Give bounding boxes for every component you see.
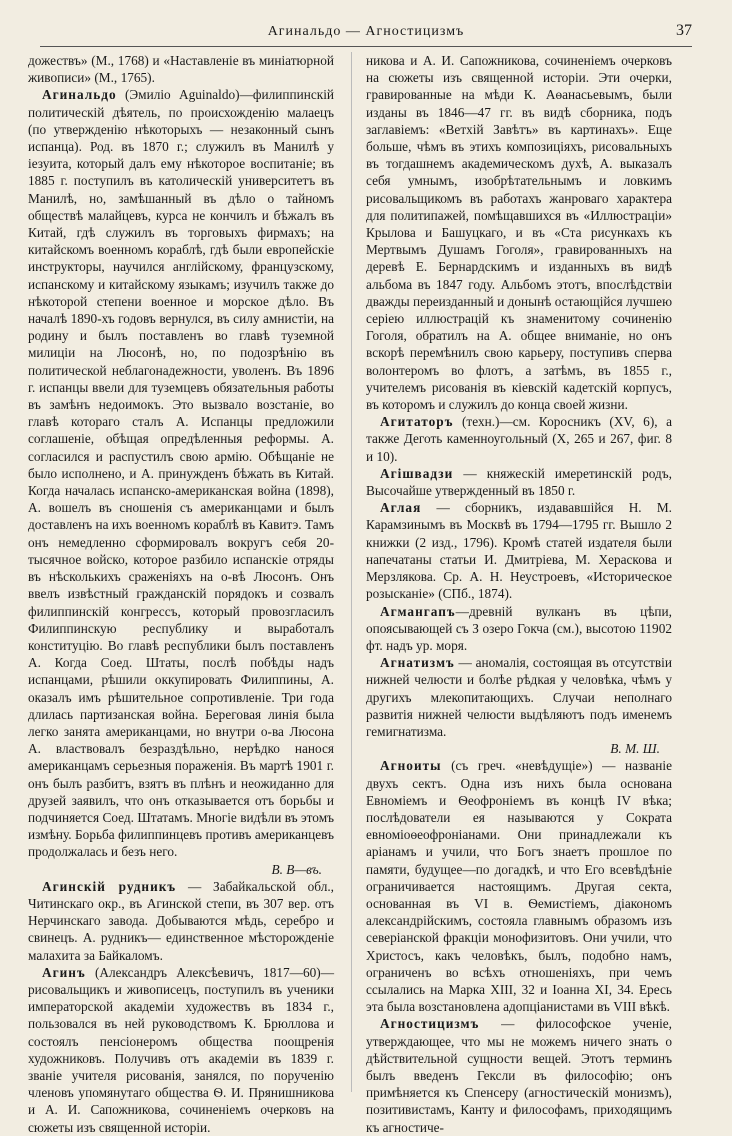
entry-text: — философское ученіе, утверждающее, что мы не можемъ ничего знать о дѣйствительной сущности вещей. Этотъ терминъ былъ введенъ Гексли въ философію; онъ примѣняется къ Спенсеру (агностическій монизмъ), позитивистамъ, Канту и философамъ, приходящимъ къ агностиче- bbox=[366, 1016, 672, 1135]
entry-text: — аномалія, состоящая въ отсутствіи нижней челюсти и болѣе рѣдкая у человѣка, чѣмъ у другихъ млекопитающихъ. Случаи неполнаго развитія нижней челюсти выдѣляютъ подъ именемъ гемигнатизма. bbox=[366, 655, 672, 739]
entry-headword: Агинальдо bbox=[42, 87, 117, 103]
entry-headword: Агішвадзи bbox=[380, 465, 454, 481]
running-header bbox=[40, 22, 692, 47]
entry-text: (Эмиліо Aguinaldo)—филиппинскій политическій дѣятель, по происхожденію малаецъ (по утвержденію нѣкоторыхъ — незаконный сынъ испанца). Род. въ 1870 г.; служилъ въ Манилѣ у іезуита, который далъ ему нѣкоторое воспитаніе; въ 1885 г. поступилъ въ католическій университетъ въ Манилѣ, но, замѣшанный въ дѣло о тайномъ обществѣ малайцевъ, курса не кончилъ и бѣжалъ въ Китай, гдѣ служилъ въ торговыхъ фирмахъ; на китайскомъ военномъ кораблѣ, гдѣ были европейскіе инструкторы, научился англійскому, французскому, испанскому и китайскому языкамъ; изучилъ также до нѣкоторой степени военное и морское дѣло. Въ началѣ 1890-хъ годовъ вернулся, въ силу амнистіи, на родину и былъ поставленъ во главѣ туземной милиціи на Люсонѣ, но, по подозрѣнію въ политической неблагонадежности, уволенъ. Въ 1896 г. испанцы ввели для туземцевъ обязательныя работы въ замѣнъ недоимокъ. Это вызвало возстаніе, во главѣ котораго сталъ А. Испанцы предложили соглашеніе, обѣщая опредѣленныя реформы. А. согласился и распустилъ свою армію. Обѣщаніе не было исполнено, и А. принужденъ бѣжать въ Китай. Когда началась испанско-американская война (1898), А. вошелъ въ сношенія съ американцами и былъ доставленъ на ихъ военномъ кораблѣ въ Кавитэ. Тамъ онъ немедленно сформировалъ вокругъ себя 20-тысячное войско, которое разбило испанскіе отряды въ нѣсколькихъ сраженіяхъ на о-вѣ Люсонъ. Онъ ввелъ извѣстный гражданскій порядокъ и созвалъ филиппинскій конгрессъ, который провозгласилъ Филиппинскую республику и выработалъ конституцію. Во главѣ республики былъ поставленъ А. Когда Соед. Штаты, послѣ побѣды надъ испанцами, рѣшили оккупировать Филиппины, А. оказалъ имъ рѣшительное сопротивленіе. Три года длилась партизанская война. Береговая линія была легко занята американцами, но внутри о-ва Люсона А. властвовалъ безраздѣльно, нерѣдко нанося американцамъ серьезныя пораженія. Въ мартѣ 1901 г. онъ былъ разбитъ, взятъ въ плѣнъ и неожиданно для друзей заявилъ, что онъ отказывается отъ борьбы и подчиняется Соед. Штатамъ. Многіе видѣли въ этомъ измѣну. Борьба филиппинцевъ противъ американцевъ продолжалась и безъ него. bbox=[28, 87, 334, 860]
entry-headword: Агностицизмъ bbox=[380, 1016, 480, 1032]
entry-text: — Забайкальской обл., Читинскаго окр., въ Агинской степи, въ 307 вер. отъ Нерчинскаго завода. Добываются мѣдь, серебро и свинецъ. А. рудникъ— единственное мѣсторожденіе малахита за Байкаломъ. bbox=[28, 878, 334, 963]
continuation-text: дожествъ» (М., 1768) и «Наставленіе въ миніатюрной живописи» (М., 1765). bbox=[28, 53, 334, 86]
right-column bbox=[366, 52, 672, 1135]
entry-headword: Агитаторъ bbox=[380, 414, 454, 430]
entry-text: (техн.)—см. Коросникъ (XV, 6), а также Деготь каменноугольный (X, 265 и 267, фиг. 8 и 10). bbox=[366, 414, 672, 464]
entry-text: (съ греч. «невѣдущіе») — названіе двухъ сектъ. Одна изъ нихъ была основана Евноміемъ и Ѳеофроніемъ въ концѣ IV вѣка; послѣдователи ея называются у Сократа евноміоѳеофроніанами. Они принадлежали къ аріанамъ и учили, что Богъ знаетъ прошлое по памяти, будущее—по догадкѣ, и что Его всевѣдѣніе ограничивается настоящимъ. Другая секта, основанная въ VI в. Ѳемистіемъ, діакономъ александрійскимъ, состояла главнымъ образомъ изъ северіанской фракціи монофизитовъ. Они учили, что Христосъ, какъ человѣкъ, былъ, подобно намъ, ограниченъ во всѣхъ отношеніяхъ, при чемъ ссылались на Марка XIII, 32 и Іоанна XI, 34. Ересь эта была возстановлена адопціанистами въ VIII вѣкѣ. bbox=[366, 758, 672, 1015]
page-number: 37 bbox=[676, 22, 692, 39]
entry-headword: Аглая bbox=[380, 500, 422, 516]
entry-headword: Агноиты bbox=[380, 758, 442, 774]
entry-aginaldo bbox=[28, 86, 334, 860]
entry-text: (Александръ Алексѣевичъ, 1817—60)—рисовальщикъ и живописецъ, поступилъ въ ученики императорской академіи художествъ въ 1834 г., пользовался въ ней руководствомъ К. Брюллова и состоялъ пенсіонеромъ общества поощренія художниковъ. Получивъ отъ академіи въ 1839 г. званіе учителя рисованія, занялся, по порученію членовъ упомянутаго общества Ѳ. И. Прянишникова и А. И. Сапожникова, сочиненіемъ очерковъ на сюжеты изъ священной исторіи. bbox=[28, 964, 334, 1135]
entry-text: —древній вулканъ въ цѣпи, опоясывающей съ З озеро Гокча (см.), высотою 11902 фт. надъ ур. моря. bbox=[366, 603, 672, 653]
entry-agin bbox=[28, 964, 334, 1136]
entry-agnatizm bbox=[366, 654, 672, 740]
continuation-text: никова и А. И. Сапожникова, сочиненіемъ очерковъ на сюжеты изъ священной исторіи. Эти очерки, гравированные на мѣди К. Аѳанасьевымъ, были изданы въ 1846—47 гг. въ видѣ сборника, подъ заглавіемъ: «Ветхій Завѣтъ» въ картинахъ». Еще больше, чѣмъ въ этихъ композиціяхъ, рисовальныхъ въ тогдашнемъ академическомъ духѣ, А. выказалъ себя умнымъ, изобрѣтательнымъ и ловкимъ рисовальщикомъ въ работахъ жанроваго характера для политипажей, помѣщавшихся въ «Иллюстраціи» Крылова и Башуцкаго, и въ «Ста рисункахъ къ Мертвымъ Душамъ Гоголя», гравированныхъ на деревѣ Е. Бернардскимъ и изданныхъ въ видѣ альбома въ 1847 году. Альбомъ этотъ, впослѣдствіи дважды переизданный и донынѣ остающійся лучшею серіею иллюстрацій къ знаменитому сочиненію Гоголя, обратилъ на А. общее вниманіе, но онъ вскорѣ перемѣнилъ свою карьеру, поступивъ сперва волонтеромъ во флотъ, а затѣмъ, въ 1855 г., учителемъ рисованія въ кіевскій кадетскій корпусъ, въ которомъ и служилъ до конца своей жизни. bbox=[366, 53, 672, 413]
entry-agitator bbox=[366, 413, 672, 465]
entry-agnoity bbox=[366, 757, 672, 1015]
entry-headword: Агинъ bbox=[42, 964, 86, 980]
entry-text: — княжескій имеретинскій родъ, Высочайше утвержденный въ 1850 г. bbox=[366, 465, 672, 499]
entry-headword: Агинскій рудникъ bbox=[42, 878, 177, 894]
entry-aginsky-rudnik bbox=[28, 878, 334, 964]
running-title: Агинальдо — Агностицизмъ bbox=[267, 24, 465, 39]
entry-agnosticizm bbox=[366, 1015, 672, 1135]
entry-aglaya bbox=[366, 499, 672, 602]
entry-headword: Агнатизмъ bbox=[380, 655, 455, 671]
entry-signature: В. В—въ. bbox=[271, 861, 322, 877]
entry-headword: Агмангапъ bbox=[380, 603, 456, 619]
entry-text: — сборникъ, издававшійся Н. М. Карамзинымъ въ Москвѣ въ 1794—1795 гг. Вышло 2 книжки (2 изд., 1796). Кромѣ статей издателя были напечатаны статьи И. Дмитріева, М. Хераскова и Мерзлякова. Ср. А. Н. Неустроевъ, «Историческое розысканіе» (СПб., 1874). bbox=[366, 500, 672, 602]
left-column bbox=[28, 52, 334, 1135]
entry-agmangap bbox=[366, 603, 672, 655]
entry-signature: В. М. Ш. bbox=[610, 741, 660, 757]
entry-agishvadzi bbox=[366, 465, 672, 499]
column-divider bbox=[351, 52, 352, 1092]
